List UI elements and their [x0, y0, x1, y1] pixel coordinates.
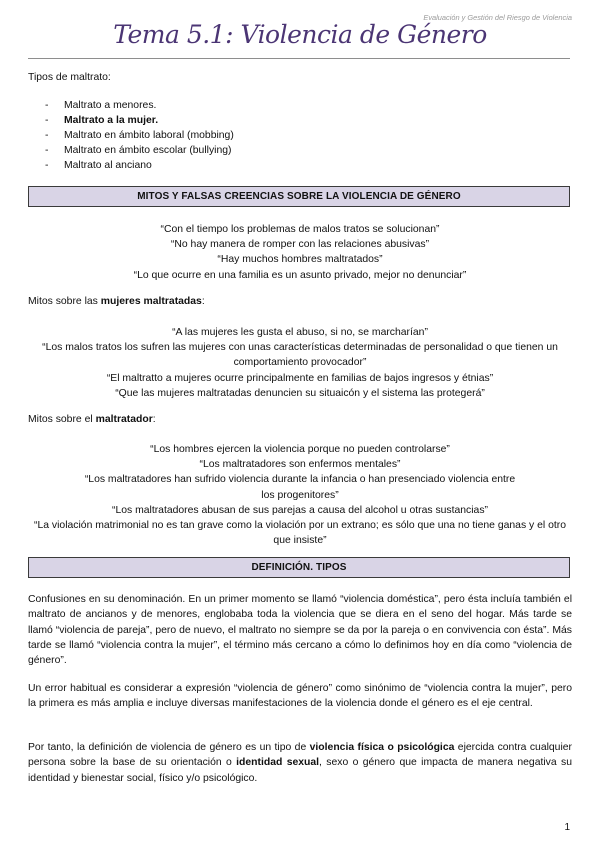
quote-line: “Los maltratadores abusan de sus parejas a causa del alcohol u otras sustancias”	[111, 504, 488, 516]
bullet-dash: -	[45, 130, 49, 141]
quote-line: “A las mujeres les gusta el abuso, si no, se marcharían”	[172, 327, 428, 338]
list-item: - Maltrato en ámbito escolar (bullying)	[45, 145, 232, 156]
mitos-section-heading: MITOS Y FALSAS CREENCIAS SOBRE LA VIOLENCIA DE GÉNERO	[28, 186, 570, 207]
mitos-maltratador-quotes	[28, 442, 572, 548]
quote-line: “Con el tiempo los problemas de malos tratos se solucionan”	[160, 224, 440, 235]
list-item: - Maltrato a la mujer.	[45, 115, 159, 126]
quote-line: “Lo que ocurre en una familia es un asunto privado, mejor no denunciar”	[133, 269, 467, 281]
bullet-dash: -	[45, 160, 49, 171]
maltratador-label: Mitos sobre el maltratador:	[28, 414, 156, 425]
quote-line: “Hay muchos hombres maltratados”	[217, 254, 383, 266]
page-title: Tema 5.1: Violencia de Género	[113, 20, 487, 49]
list-item: - Maltrato a menores.	[45, 100, 157, 111]
list-item: - Maltrato en ámbito laboral (mobbing)	[45, 130, 234, 141]
bullet-dash: -	[45, 145, 49, 156]
quote-line: “La violación matrimonial no es tan grave como la violación por un extrano; es sólo que una no tiene ganas y el otro que insiste”	[34, 520, 566, 547]
definicion-section-heading: DEFINICIÓN. TIPOS	[28, 557, 570, 578]
bullet-dash: -	[45, 100, 49, 111]
quote-line: “Que las mujeres maltratadas denuncien su situaicón y el sistema las protegerá”	[115, 387, 485, 399]
quote-line: “No hay manera de romper con las relaciones abusivas”	[170, 239, 430, 251]
mitos-general-quotes	[28, 222, 572, 283]
quote-line: “Los hombres ejercen la violencia porque no pueden controlarse”	[150, 444, 450, 455]
quote-line: “Los maltratadores son enfermos mentales”	[199, 459, 401, 471]
definicion-paragraph-3: Por tanto, la definición de violencia de género es un tipo de violencia física o psicológica ejercida contra cualquier persona sobre la base de su orientación o identidad sexual, sexo o género que impacta de manera negativa su identidad y bienestar social, físico y/o psicológico.	[28, 742, 573, 784]
definicion-paragraph-2: Un error habitual es considerar a expresión “violencia de género” como sinónimo de “violencia contra la mujer”, pero la primera es más amplia e incluye diversas manifestaciones de la violencia donde el género es el eje central.	[28, 683, 572, 710]
header-note: Evaluación y Gestión del Riesgo de Violencia	[423, 13, 572, 22]
quote-line: “Los maltratadores han sufrido violencia durante la infancia o han presenciado violencia entre los progenitores”	[84, 474, 516, 501]
quote-line: “Los malos tratos los sufren las mujeres con unas características determinadas de personalidad o que tienen un comportamiento provocador”	[42, 342, 558, 369]
quote-line: “El maltratto a mujeres ocurre principalmente en familias de bajos ingresos y étnias”	[106, 372, 494, 384]
tipos-list	[45, 98, 234, 173]
title-divider	[28, 58, 570, 59]
mujeres-label: Mitos sobre las mujeres maltratadas:	[28, 296, 205, 307]
definicion-paragraph-1: Confusiones en su denominación. En un primer momento se llamó “violencia doméstica”, pero ésta incluía también el maltrato de ancianos y de menores, englobaba toda la violencia que se diera en el seno del hogar. Más tarde se llamó “violencia de pareja”, pero de nuevo, el maltrato no siempre se da por la pareja o en convivencia con ésta”. Más tarde se llamó “violencia contra la mujer”, el término más cercano a cómo lo definimos hoy en día como “violencia de género”.	[28, 594, 572, 667]
bullet-dash: -	[45, 115, 49, 126]
mitos-mujeres-quotes	[28, 325, 572, 401]
page-number: 1	[564, 822, 570, 833]
list-item: - Maltrato al anciano	[45, 160, 152, 171]
tipos-label: Tipos de maltrato:	[28, 72, 111, 83]
